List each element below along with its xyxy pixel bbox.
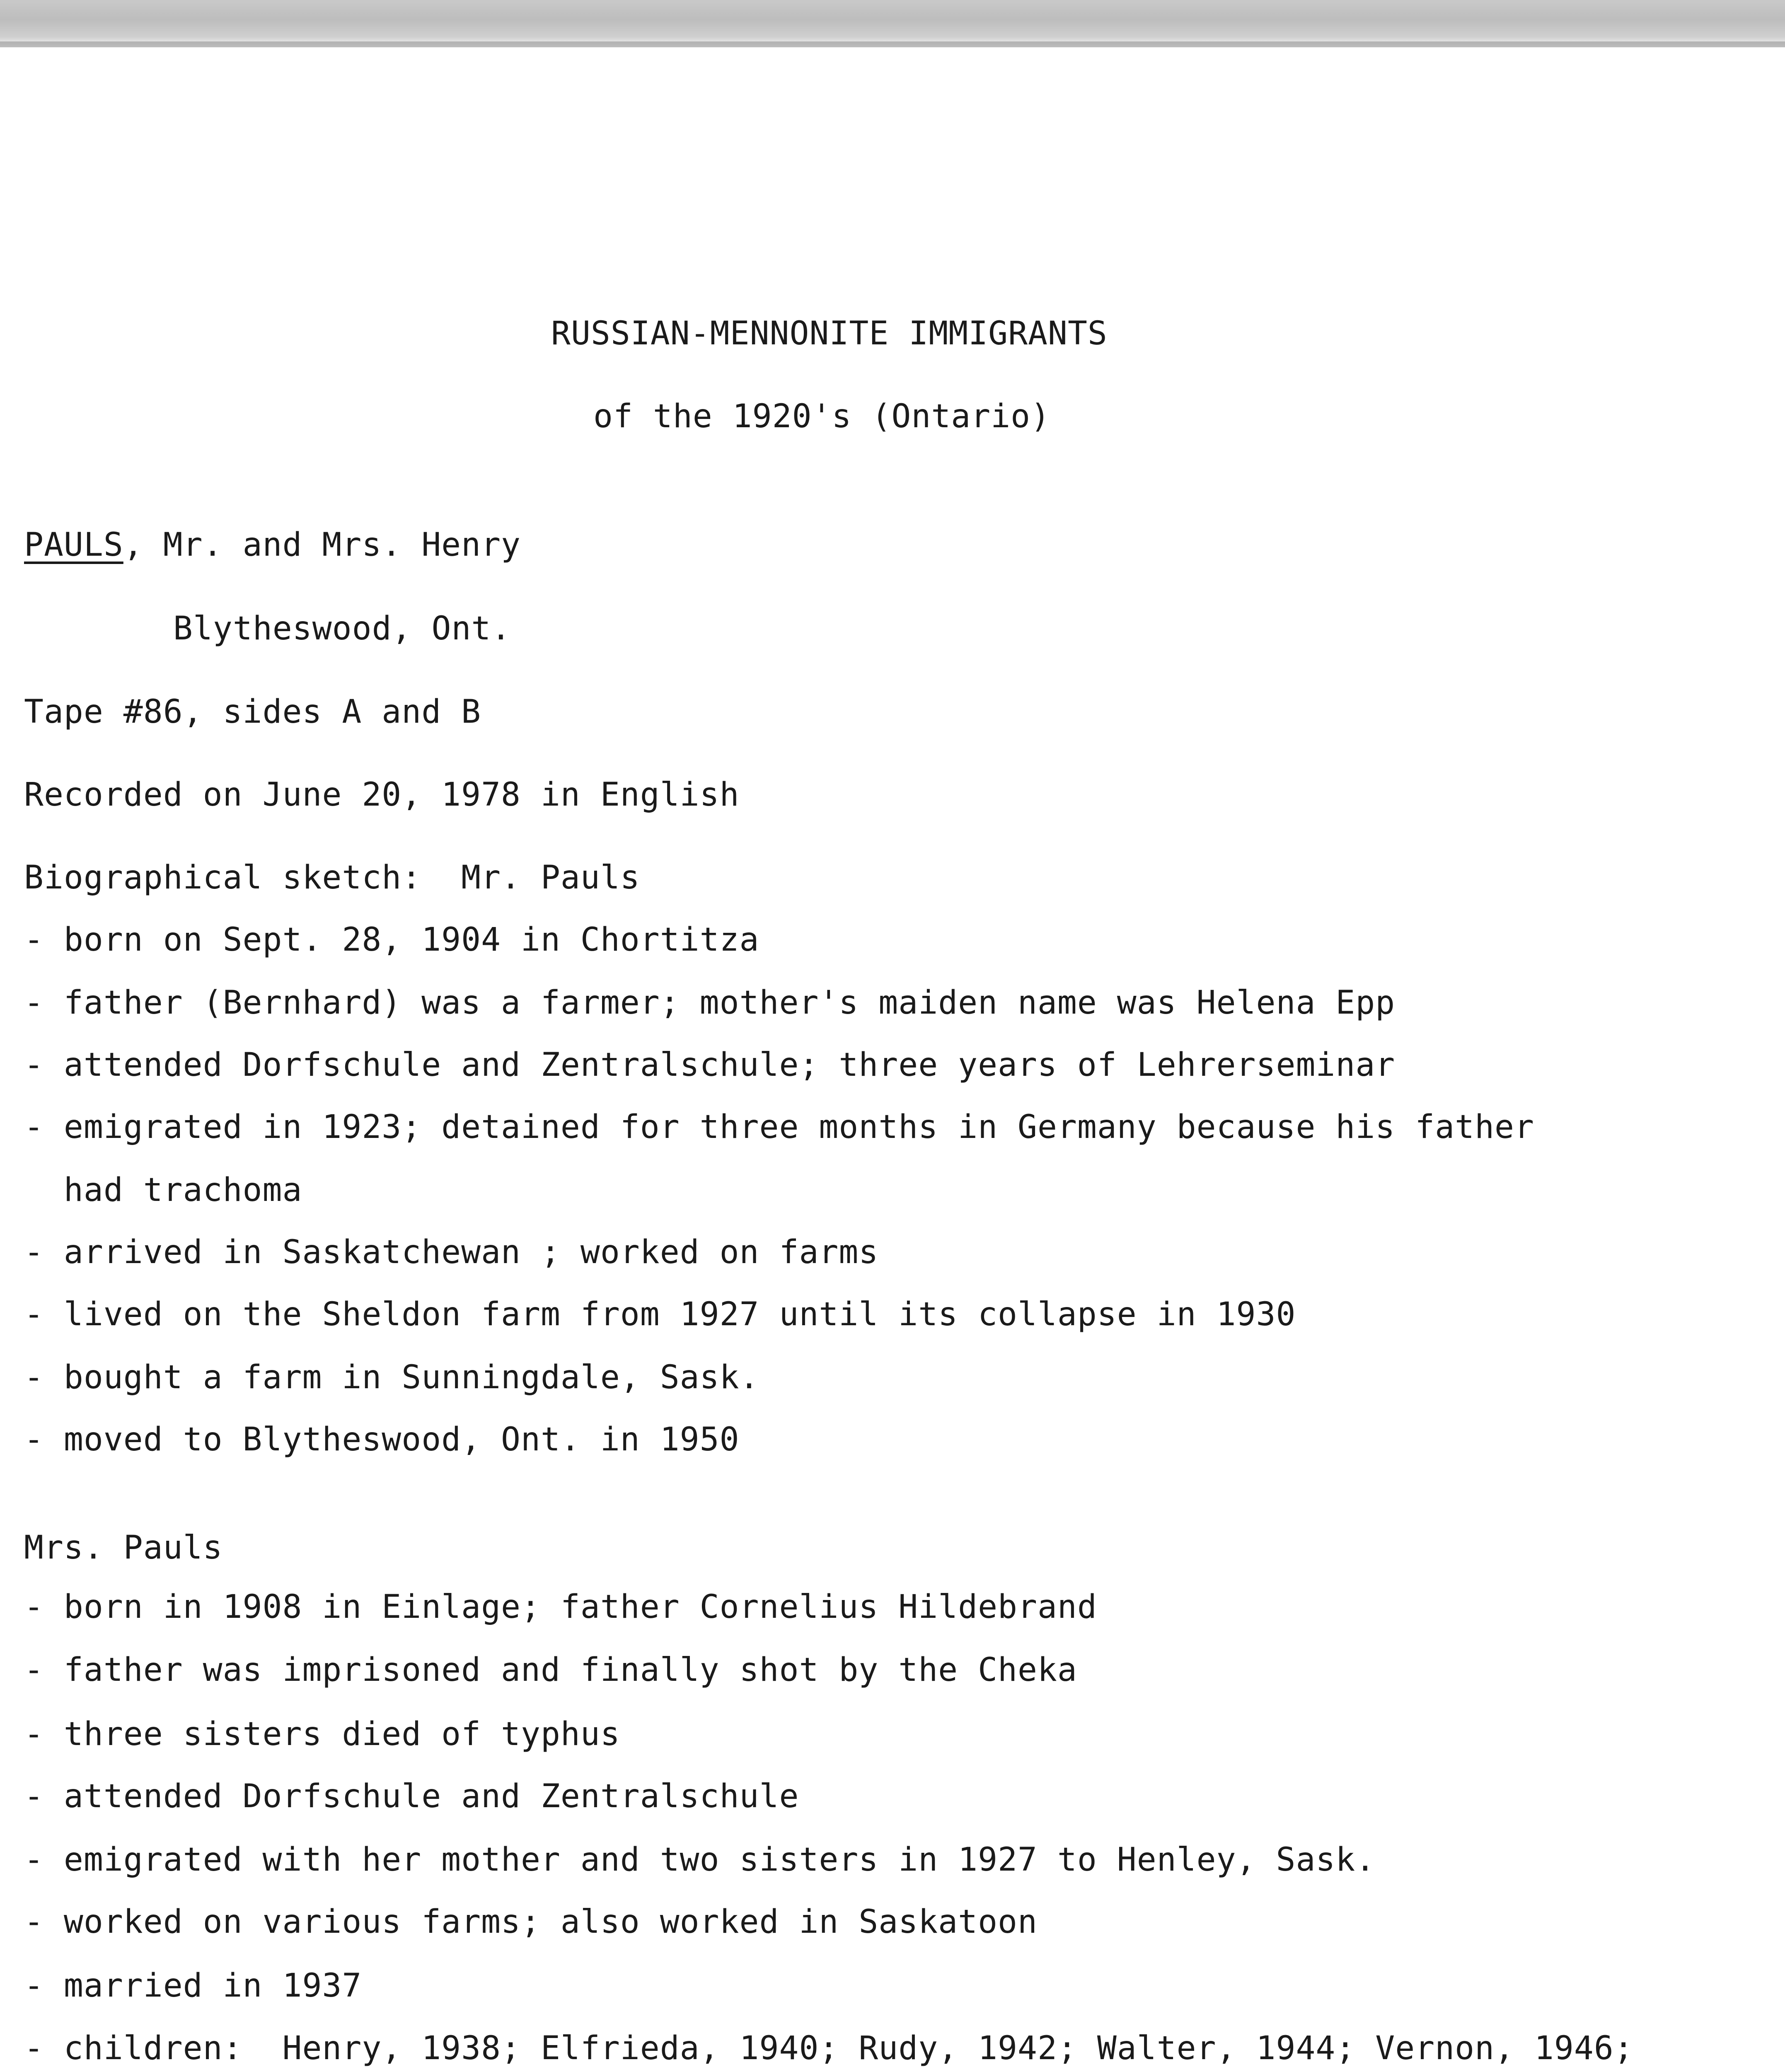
mrs-sketch-heading: Mrs. Pauls bbox=[24, 1529, 223, 1566]
subject-line bbox=[24, 524, 521, 566]
document-subtitle: of the 1920's (Ontario) bbox=[593, 398, 1051, 435]
mrs-list-item: - father was imprisoned and finally shot by the Cheka bbox=[24, 1651, 1077, 1689]
mr-list-item: - born on Sept. 28, 1904 in Chortitza bbox=[24, 921, 759, 959]
recording-info: Recorded on June 20, 1978 in English bbox=[24, 776, 740, 813]
mrs-list-item: - worked on various farms; also worked in Saskatoon bbox=[24, 1903, 1038, 1941]
mr-list-item: - bought a farm in Sunningdale, Sask. bbox=[24, 1359, 759, 1396]
mr-list-item: had trachoma bbox=[24, 1172, 302, 1209]
mr-sketch-heading: Biographical sketch: Mr. Pauls bbox=[24, 859, 640, 896]
mrs-list-item: - born in 1908 in Einlage; father Cornelius Hildebrand bbox=[24, 1588, 1097, 1626]
mrs-list-item: - married in 1937 bbox=[24, 1967, 362, 2004]
tape-info: Tape #86, sides A and B bbox=[24, 693, 481, 731]
mrs-list-item: - three sisters died of typhus bbox=[24, 1716, 620, 1753]
mr-list-item: - moved to Blytheswood, Ont. in 1950 bbox=[24, 1421, 740, 1458]
scanned-top-edge-shadow bbox=[0, 41, 1785, 47]
mr-list-item: - lived on the Sheldon farm from 1927 until its collapse in 1930 bbox=[24, 1296, 1296, 1333]
mr-list-item: - attended Dorfschule and Zentralschule; three years of Lehrerseminar bbox=[24, 1046, 1396, 1084]
mrs-list-item: - emigrated with her mother and two sisters in 1927 to Henley, Sask. bbox=[24, 1841, 1376, 1878]
mr-list-item: - emigrated in 1923; detained for three months in Germany because his father bbox=[24, 1109, 1534, 1146]
mr-list-item: - father (Bernhard) was a farmer; mother's maiden name was Helena Epp bbox=[24, 984, 1396, 1021]
subject-location: Blytheswood, Ont. bbox=[173, 610, 511, 647]
mr-list-item: - arrived in Saskatchewan ; worked on farms bbox=[24, 1234, 879, 1271]
document-title: RUSSIAN-MENNONITE IMMIGRANTS bbox=[551, 315, 1108, 352]
mrs-list-item: - children: Henry, 1938; Elfrieda, 1940; Rudy, 1942; Walter, 1944; Vernon, 1946; bbox=[24, 2030, 1634, 2067]
mrs-list-item: - attended Dorfschule and Zentralschule bbox=[24, 1778, 799, 1815]
subject-surname: PAULS bbox=[24, 526, 123, 564]
subject-names: , Mr. and Mrs. Henry bbox=[123, 526, 521, 564]
